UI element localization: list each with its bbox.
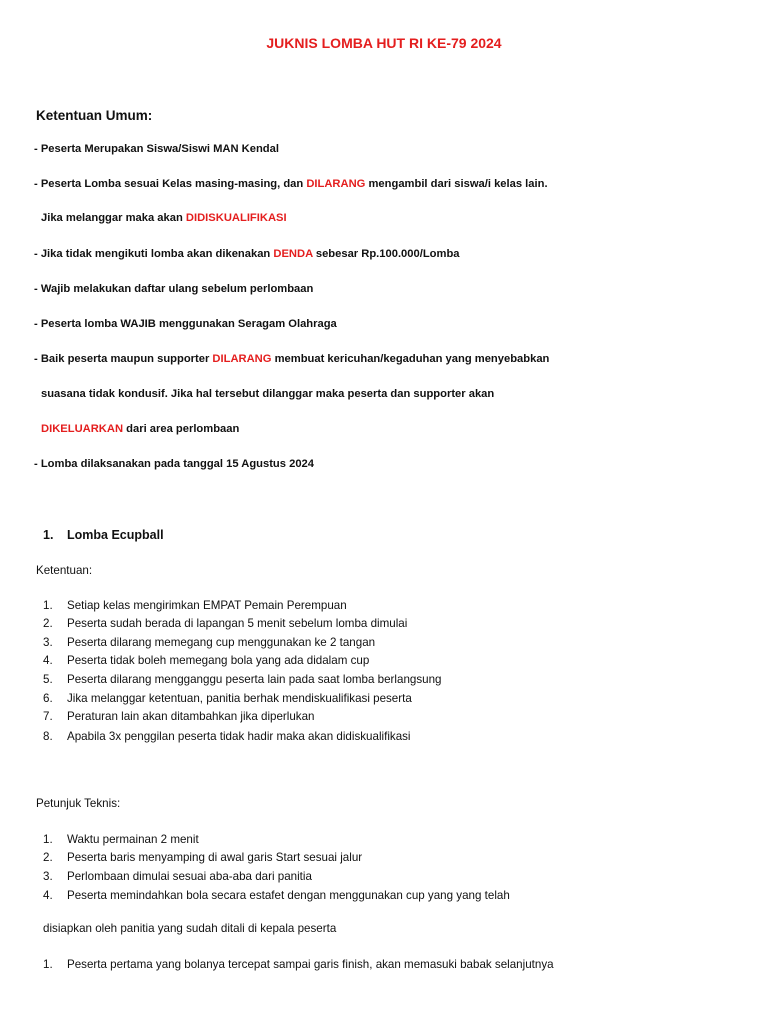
list-number: 1.	[43, 599, 53, 612]
list-number: 1.	[43, 958, 53, 971]
list-item: Peserta sudah berada di lapangan 5 menit sebelum lomba dimulai	[67, 617, 408, 630]
list-number: 7.	[43, 710, 53, 723]
list-item: Peserta pertama yang bolanya tercepat sampai garis finish, akan memasuki babak selanjutnya	[67, 958, 554, 971]
rule-line: - Peserta lomba WAJIB menggunakan Seragam Olahraga	[34, 318, 337, 330]
list-item: Apabila 3x penggilan peserta tidak hadir maka akan didiskualifikasi	[67, 730, 411, 743]
rule-line	[34, 248, 460, 260]
list-number: 1.	[43, 833, 53, 846]
rule-text: sebesar Rp.100.000/Lomba	[312, 248, 460, 260]
list-number: 4.	[43, 889, 53, 902]
rule-text: - Jika tidak mengikuti lomba akan dikenakan	[34, 248, 274, 260]
list-item: Peraturan lain akan ditambahkan jika diperlukan	[67, 710, 315, 723]
list-number: 2.	[43, 617, 53, 630]
list-item: Peserta dilarang mengganggu peserta lain pada saat lomba berlangsung	[67, 673, 442, 686]
rule-emphasis: DILARANG	[212, 353, 272, 365]
rule-text: - Peserta Lomba sesuai Kelas masing-masing, dan	[34, 178, 307, 190]
list-item: Setiap kelas mengirimkan EMPAT Pemain Perempuan	[67, 599, 347, 612]
rule-line	[34, 353, 549, 365]
rule-line: - Peserta Merupakan Siswa/Siswi MAN Kendal	[34, 143, 279, 155]
ketentuan-umum-heading: Ketentuan Umum:	[36, 108, 153, 123]
list-item-continuation: disiapkan oleh panitia yang sudah ditali di kepala peserta	[43, 922, 337, 935]
list-number: 5.	[43, 673, 53, 686]
rule-text: membuat kericuhan/kegaduhan yang menyebabkan	[271, 353, 550, 365]
rule-text: Jika melanggar maka akan	[41, 212, 186, 224]
section-number: 1.	[43, 528, 54, 542]
list-item: Peserta memindahkan bola secara estafet dengan menggunakan cup yang yang telah	[67, 889, 510, 902]
list-number: 3.	[43, 636, 53, 649]
ketentuan-label: Ketentuan:	[36, 564, 93, 577]
section-heading: Lomba Ecupball	[67, 528, 164, 542]
list-number: 3.	[43, 870, 53, 883]
rule-emphasis: DIDISKUALIFIKASI	[185, 212, 287, 224]
rule-line	[34, 178, 548, 190]
list-item: Perlombaan dimulai sesuai aba-aba dari panitia	[67, 870, 312, 883]
rule-line	[41, 212, 287, 224]
rule-text: mengambil dari siswa/i kelas lain.	[365, 178, 548, 190]
rule-emphasis: DENDA	[273, 248, 313, 260]
list-number: 2.	[43, 851, 53, 864]
list-item: Waktu permainan 2 menit	[67, 833, 199, 846]
list-number: 4.	[43, 654, 53, 667]
list-item: Peserta baris menyamping di awal garis Start sesuai jalur	[67, 851, 363, 864]
list-number: 6.	[43, 692, 53, 705]
list-item: Peserta tidak boleh memegang bola yang ada didalam cup	[67, 654, 370, 667]
rule-emphasis: DILARANG	[306, 178, 366, 190]
rule-emphasis: DIKELUARKAN	[41, 423, 124, 435]
rule-line: suasana tidak kondusif. Jika hal tersebut dilanggar maka peserta dan supporter akan	[41, 388, 495, 400]
rule-line: - Lomba dilaksanakan pada tanggal 15 Agustus 2024	[34, 458, 314, 470]
rule-text: dari area perlombaan	[123, 423, 240, 435]
list-number: 8.	[43, 730, 53, 743]
list-item: Peserta dilarang memegang cup menggunakan ke 2 tangan	[67, 636, 376, 649]
rule-line: - Wajib melakukan daftar ulang sebelum perlombaan	[34, 283, 314, 295]
document-title: JUKNIS LOMBA HUT RI KE-79 2024	[266, 35, 502, 51]
rule-line	[41, 423, 239, 435]
petunjuk-label: Petunjuk Teknis:	[36, 797, 121, 810]
rule-text: - Baik peserta maupun supporter	[34, 353, 213, 365]
list-item: Jika melanggar ketentuan, panitia berhak mendiskualifikasi peserta	[67, 692, 412, 705]
